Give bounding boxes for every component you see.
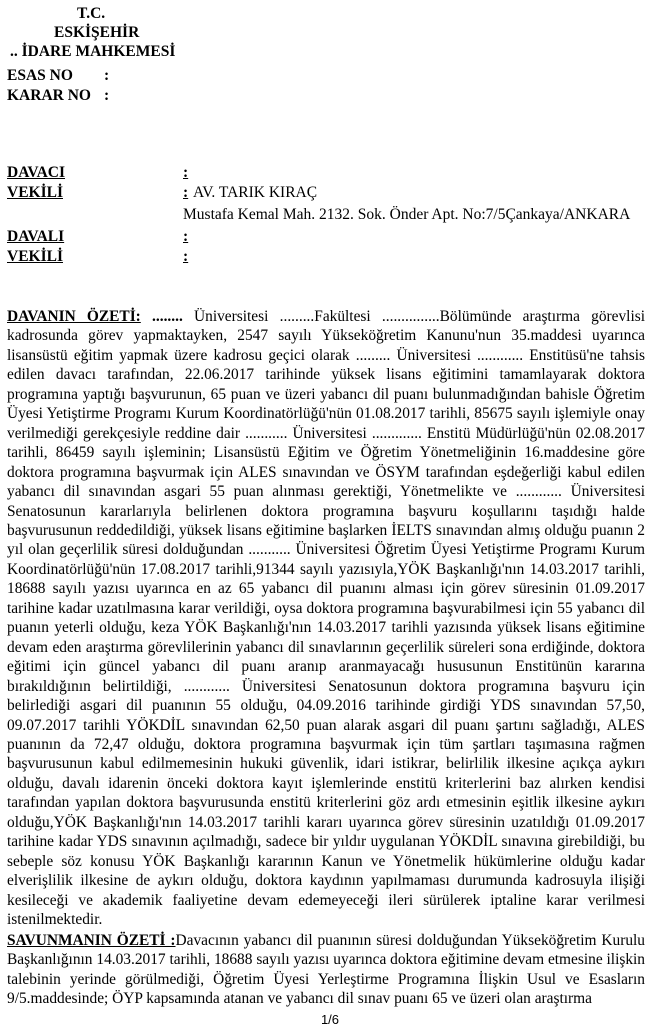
page-number: 1/6 xyxy=(320,1012,340,1027)
davaci-colon xyxy=(183,163,188,182)
case-summary-lead-dots: ........ xyxy=(152,308,183,325)
vekili-colon-1 xyxy=(183,183,188,202)
vekili-row-1 xyxy=(7,183,647,202)
vekili-address: Mustafa Kemal Mah. 2132. Sok. Önder Apt. No:7/5Çankaya/ANKARA xyxy=(183,206,631,223)
esas-no-label: ESAS NO xyxy=(7,67,73,84)
davaci-label: DAVACI xyxy=(7,164,66,181)
tc-heading: T.C. xyxy=(77,5,106,22)
davaci-colon-mark: : xyxy=(183,164,189,181)
vekili-row-2 xyxy=(7,247,647,266)
davaci-row xyxy=(7,163,647,182)
karar-no-colon: : xyxy=(104,87,110,104)
vekili-colon-mark-2: : xyxy=(183,248,189,265)
vekili-label-2: VEKİLİ xyxy=(7,248,63,265)
davali-row xyxy=(7,227,647,246)
vekili-label-1: VEKİLİ xyxy=(7,184,63,201)
vekili-colon-2 xyxy=(183,247,188,266)
city-heading: ESKİŞEHİR xyxy=(54,24,140,41)
vekili-colon-mark-1: : xyxy=(183,184,189,201)
davali-label: DAVALI xyxy=(7,228,65,245)
court-heading: .. İDARE MAHKEMESİ xyxy=(10,43,176,60)
case-summary-body: Üniversitesi .........Fakültesi ...............Bölümünde araştırma görevlisi kadrosunda görev yapmaktayken, 2547 sayılı Yükseköğretim Kanunu'nun 35.maddesi uyarınca lisansüstü eğitim yapmak üzere kadrosu geçici olarak ......... Üniversitesi ............ Enstitüsü'ne tahsis edilen davacı tarafından, 22.06.2017 tarihinde yüksek lisans eğitimini tamamlayarak doktora programına yaptığı başvurunun, 65 puan ve üzeri yabancı dil puanı bulunmadığından bahisle Öğretim Üyesi Yetiştirme Programı Kurum Koordinatörlüğü'nün 01.08.2017 tarihli, 85675 sayılı işlemiyle onay verilmediği gerekçesiyle reddine dair ........... Üniversitesi ............. Enstitü Müdürlüğü'nün 02.08.2017 tarihli, 86459 sayılı işleminin; Lisansüstü Eğitim ve Öğretim Yönetmeliğinin 16.maddesine göre doktora programına başvurmak için ALES sınavından ve ÖSYM tarafından eşdeğerliği kabul edilen yabancı dil sınavından asgari 55 puan alınması gerektiği, Yönetmelikte ve ............ Üniversitesi Senatosunun kararlarıyla belirlenen doktora programına başvuru koşullarını taşıdığı halde başvurusunun reddedildiği, yüksek lisans eğitimine başlarken İELTS sınavından almış olduğu puanın 2 yıl olan geçerlilik süresi dolduğundan ........... Üniversitesi Öğretim Üyesi Yetiştirme Programı Kurum Koordinatörlüğü'nün 17.08.2017 tarihli,91344 sayılı yazısıyla,YÖK Başkanlığı'nın 14.03.2017 tarihli, 18688 sayılı yazısı uyarınca en az 65 yabancı dil puanını alması için görev süresinin 01.09.2017 tarihine kadar uzatılmasına karar verildiği, oysa doktora programına başvurabilmesi için 55 yabancı dil puanın yeterli olduğu, keza YÖK Başkanlığı'nın 14.03.2017 tarihli yazısında yüksek lisans eğitimine devam eden araştırma görevlilerinin yabancı dil sınavlarının geçerlilik süreleri sona erdiğinde, doktora eğitimi için güncel yabancı dil puanı aranıp aranmayacağı hususunun Enstitünün kararına bırakıldığının belirtildiği, ............ Üniversitesi Senatosunun doktora programına başvuru için belirlediği asgari dil puanının 55 olduğu, 04.09.2016 tarihinde girdiği YDS sınavından 57,50, 09.07.2017 tarihli YÖKDİL sınavından 62,50 puan alarak asgari dil puanı şartını sağladığı, ALES puanının da 72,47 olduğu, doktora programına başvurmak için tüm şartları taşımasına rağmen başvurusunun kabul edilmemesinin hukuki güvenlik, idari istikrar, belirlilik ilkesine açıkça aykırı olduğu, davalı idarenin önceki doktora kayıt işlemlerinde enstitü kriterlerini baz alırken kendisi tarafından yapılan doktora başvurusunda enstitü kriterlerini göz ardı etmesinin eşitlik ilkesine aykırı olduğu,YÖK Başkanlığı'nın 14.03.2017 tarihli kararı uyarınca görev süresinin uzatıldığı 01.09.2017 tarihine kadar YDS sınavının açılmadığı, sadece bir yıldır uygulanan YÖKDİL sınavına girebildiği, bu sebeple söz konusu YÖK Başkanlığı kararının Kanun ve Yönetmelik hükümlerine olduğu kadar elverişlilik ilkesine de aykırı olduğu, doktora kaydının yapılmaması durumunda kadrosuyla ilişiği kesileceği ve akademik faaliyetine devam edemeyeceği ileri sürülerek iptaline karar verilmesi istenilmektedir. xyxy=(7,308,645,929)
defense-summary-paragraph xyxy=(7,931,645,1009)
defense-summary-heading: SAVUNMANIN ÖZETİ : xyxy=(7,932,176,949)
case-summary-heading: DAVANIN ÖZETİ: xyxy=(7,308,141,325)
davali-colon-mark: : xyxy=(183,228,189,245)
defense-summary-body: Davacının yabancı dil puanının süresi dolduğundan Yükseköğretim Kurulu Başkanlığının 14.03.2017 tarihli, 18688 sayılı yazısı uyarınca doktora eğitimine devam etmesine ilişkin talebinin yerinde görülmediği, Öğretim Üyesi Yerleştirme Programına İlişkin Usul ve Esasların 9/5.maddesinde; ÖYP kapsamında atanan ve yabancı dil sınav puanı 65 ve üzeri olan araştırma xyxy=(7,932,645,1008)
davali-colon xyxy=(183,227,188,246)
karar-no-label: KARAR NO xyxy=(7,87,91,104)
vekili-name: AV. TARIK KIRAÇ xyxy=(193,184,318,201)
case-summary-paragraph xyxy=(7,307,645,930)
esas-no-colon: : xyxy=(104,67,110,84)
